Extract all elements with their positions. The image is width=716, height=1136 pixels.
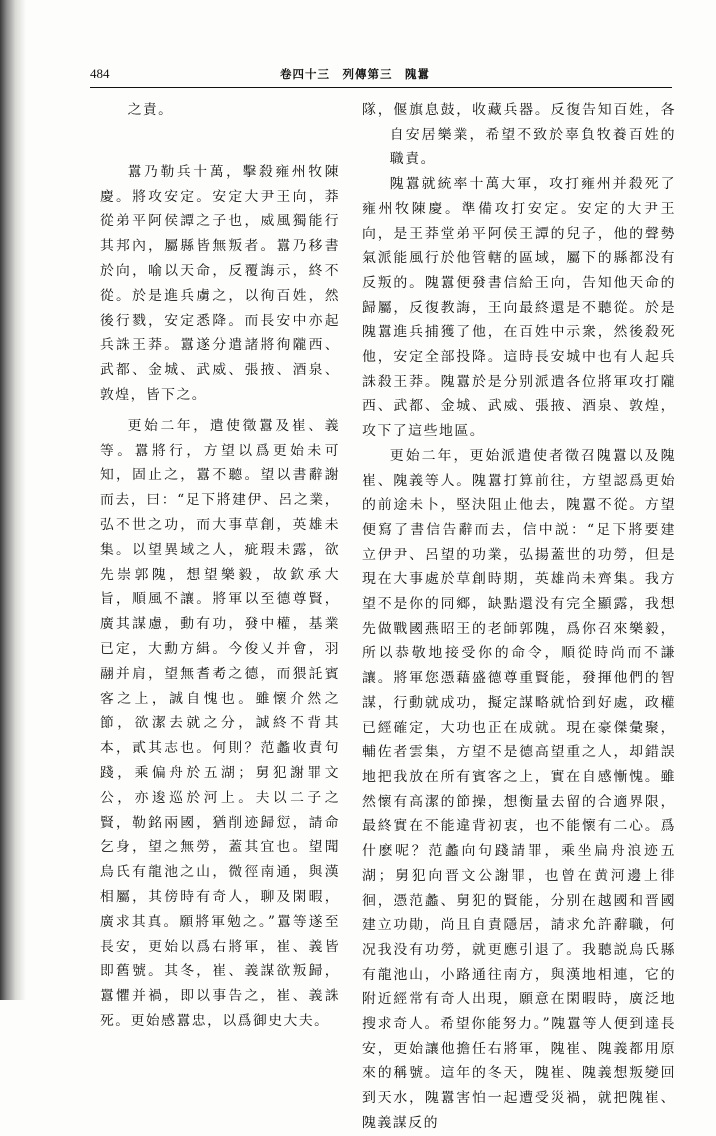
classical-text-column bbox=[100, 98, 340, 1034]
header-rule bbox=[90, 87, 672, 88]
running-head: 卷四十三 列傳第三 隗囂 bbox=[280, 67, 430, 81]
page-header bbox=[90, 66, 672, 88]
left-paragraph-2: 囂乃勒兵十萬，擊殺雍州牧陳慶。將攻安定。安定大尹王向，莽從弟平阿侯譚之子也，威風獨能行其邦內，屬縣皆無叛者。囂乃移書於向，喻以天命，反覆誨示，終不從。於是進兵虜之，以徇百姓，然後行戮，安定悉降。而長安中亦起兵誅王莽。囂遂分遣諸將徇隴西、武都、金城、武威、張掖、酒泉、敦煌，皆下之。 bbox=[100, 163, 340, 403]
page-number: 484 bbox=[90, 66, 110, 81]
translation-column bbox=[362, 98, 676, 1136]
book-spine-shadow bbox=[0, 0, 26, 1000]
left-paragraph-1: 之責。 bbox=[127, 102, 174, 118]
paragraph-gap bbox=[100, 123, 340, 160]
right-paragraph-3: 更始二年，更始派遣使者徵召隗囂以及隗崔、隗義等人。隗囂打算前往，方望認爲更始的前途未卜，堅決阻止他去，隗囂不從。方望便寫了書信告辭而去，信中説：“足下將要建立伊尹、呂望的功業，弘揚蓋世的功勞，但是現在大事處於草創時期，英雄尚未齊集。我方望不是你的同鄉，缺點還没有完全顯露，我想先做戰國燕昭王的老師郭隗，爲你召來樂毅，所以恭敬地接受你的命令，順從時尚而不謙讓。將軍您憑藉盛德尊重賢能，發揮他們的智謀，行動就成功，擬定謀略就恰到好處，政權已經確定，大功也正在成就。現在豪傑彙聚，輔佐者雲集，方望不是德高望重之人，却錯誤地把我放在所有賓客之上，實在自感慚愧。雖然懷有高潔的節操，想衡量去留的合適界限，最終實在不能違背初衷，也不能懷有二心。爲什麽呢？范蠡向句踐請罪，乘坐扁舟浪迹五湖；舅犯向晋文公謝罪，也曾在黄河邊上徘徊，憑范蠡、舅犯的賢能，分别在越國和晋國建立功勛，尚且自責隱居，請求允許辭職，何况我没有功勞，就更應引退了。我聽説烏氏縣有龍池山，小路通往南方，與漢地相連，它的附近經常有奇人出現，願意在閑暇時，廣泛地搜求奇人。希望你能努力。”隗囂等人便到達長安，更始讓他擔任右將軍，隗崔、隗義都用原來的稱號。這年的冬天，隗崔、隗義想叛變回到天水，隗囂害怕一起遭受災禍，就把隗崔、隗義謀反的 bbox=[362, 447, 676, 1131]
right-paragraph-1: 隊，偃旗息鼓，收藏兵器。反復告知百姓，各自安居樂業，希望不致於辜負牧養百姓的職責。 bbox=[362, 102, 676, 168]
left-paragraph-3: 更始二年，遣使徵囂及崔、義等。囂將行，方望以爲更始未可知，固止之，囂不聽。望以書辭謝而去，曰：“足下將建伊、呂之業，弘不世之功，而大事草創，英雄未集。以望異域之人，疵瑕未露，欲先崇郭隗，想望樂毅，故欽承大旨，順風不讓。將軍以至德尊賢，廣其謀慮，動有功，發中權，基業已定，大勳方緝。今俊乂并會，羽翮并肩，望無耆耇之德，而猥託賓客之上，誠自愧也。雖懷介然之節，欲潔去就之分，誠終不背其本，貳其志也。何則？范蠡收責句踐，乘偏舟於五湖；舅犯謝罪文公，亦逡巡於河上。夫以二子之賢，勒銘兩國，猶削迹歸愆，請命乞身，望之無勞，蓋其宜也。望聞烏氏有龍池之山，微徑南通，與漢相屬，其傍時有奇人，聊及閑暇，廣求其真。願將軍勉之。”囂等遂至長安，更始以爲右將軍，崔、義皆即舊號。其冬，崔、義謀欲叛歸，囂懼并禍，即以事告之，崔、義誅死。更始感囂忠，以爲御史大夫。 bbox=[100, 417, 340, 1029]
right-paragraph-2: 隗囂就統率十萬大軍，攻打雍州并殺死了雍州牧陳慶。準備攻打安定。安定的大尹王向，是王莽堂弟平阿侯王譚的兒子，他的聲勢氣派能風行於他管轄的區域，屬下的縣都没有反叛的。隗囂便發書信給王向，告知他天命的歸屬，反復教誨，王向最終還是不聽從。於是隗囂進兵捕獲了他，在百姓中示衆，然後殺死他，安定全部投降。這時長安城中也有人起兵誅殺王莽。隗囂於是分别派遣各位將軍攻打隴西、武都、金城、武威、張掖、酒泉、敦煌，攻下了這些地區。 bbox=[362, 176, 676, 440]
